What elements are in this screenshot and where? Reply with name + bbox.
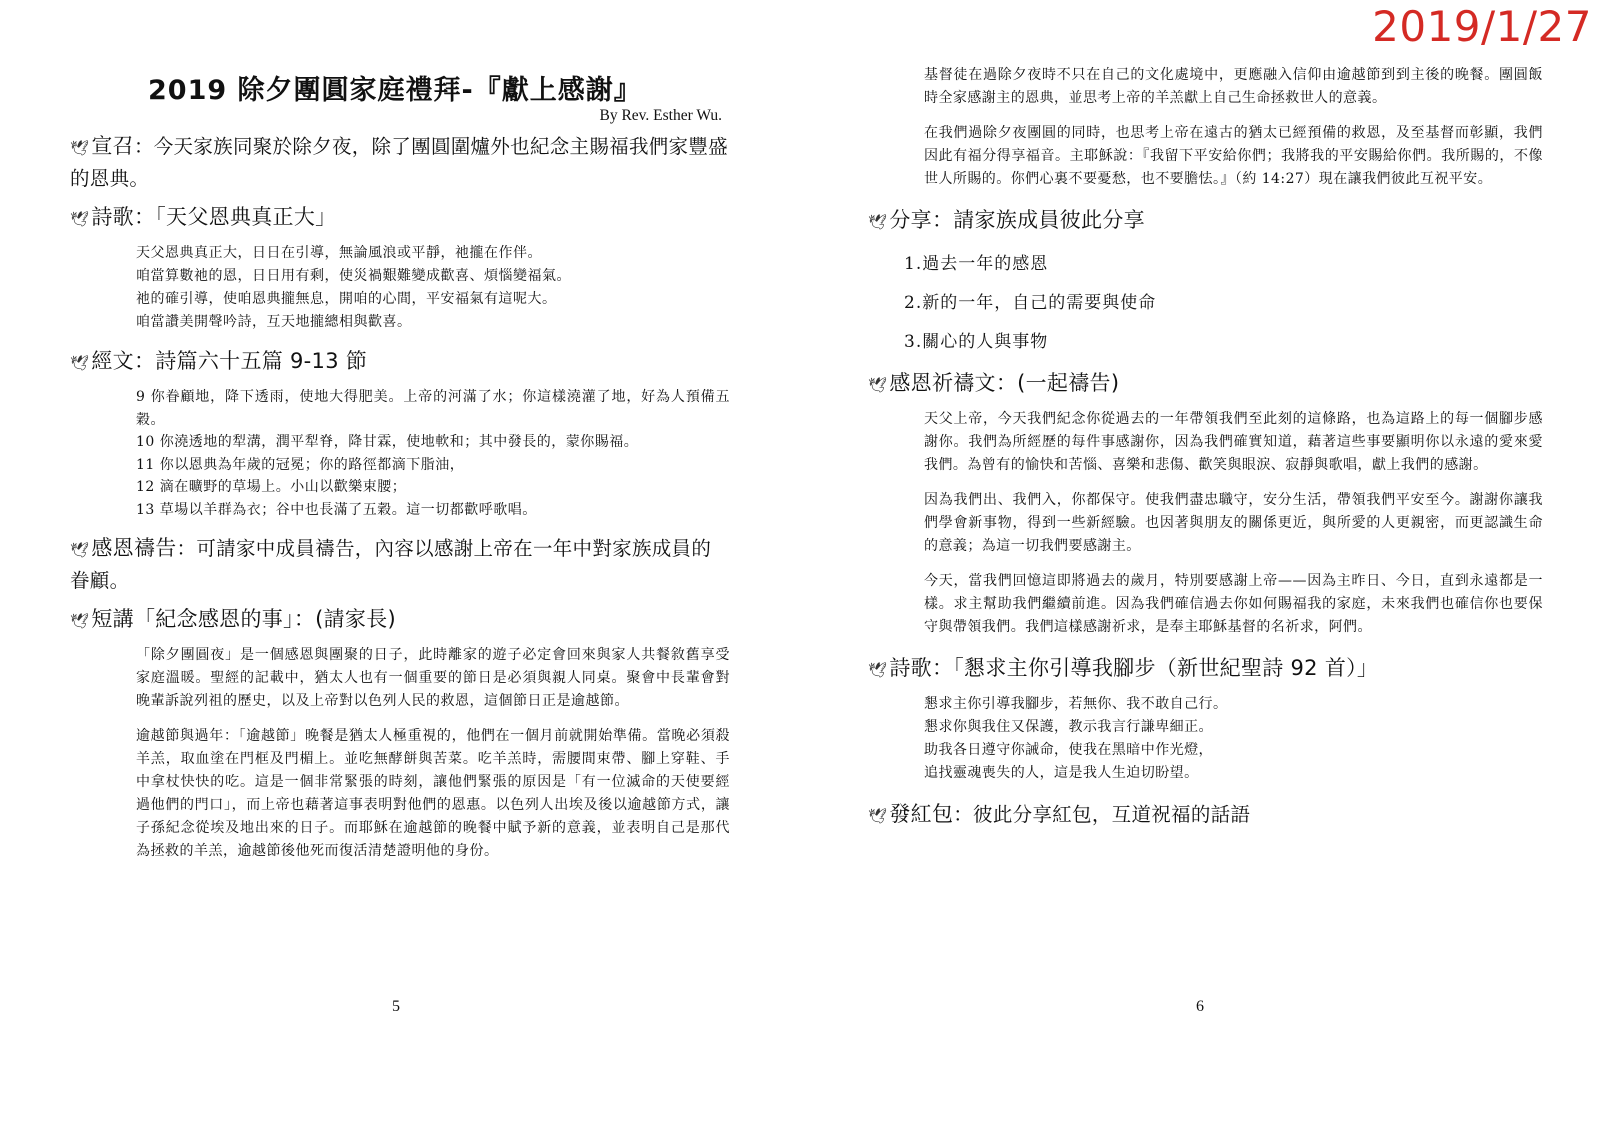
- sermon-body: [136, 644, 730, 863]
- thanks-prayer-heading-text: 感恩祈禱文：(一起禱告): [889, 371, 1120, 395]
- lyric-line: 天父恩典真正大，日日在引導，無論風浪或平靜，祂攏在作伴。: [136, 245, 542, 261]
- dove-icon: 🕊: [70, 139, 90, 157]
- list-item: 1.過去一年的感恩: [904, 254, 1049, 274]
- sermon-heading-text: 短講「紀念感恩的事」：(請家長): [91, 607, 397, 631]
- lyric-line: 祂的確引導，使咱恩典攏無息，開咱的心間，平安福氣有這呢大。: [136, 291, 557, 307]
- scripture-verses: [136, 386, 730, 521]
- intro-paragraph: 在我們過除夕夜團圓的同時，也思考上帝在遠古的猶太已經預備的救恩，及至基督而彰顯，我們因此有福分得享福音。主耶穌說：『我留下平安給你們；我將我的平安賜給你們。我所賜的，不像世人所賜的。你們心裏不要憂愁，也不要膽怯。』（約 14:27）現在讓我們彼此互祝平安。: [924, 125, 1543, 187]
- prayer-paragraph: 今天，當我們回憶這即將過去的歲月，特別要感謝上帝——因為主昨日、今日，直到永遠都是一樣。求主幫助我們繼續前進。因為我們確信過去你如何賜福我的家庭，未來我們也確信你也要保守與帶領我們。我們這樣感謝祈求，是奉主耶穌基督的名祈求，阿們。: [924, 573, 1543, 635]
- scripture-heading-text: 經文：詩篇六十五篇 9-13 節: [91, 349, 368, 373]
- lyric-line: 追找靈魂喪失的人，這是我人生迫切盼望。: [924, 765, 1199, 781]
- intro-paragraph: 基督徒在過除夕夜時不只在自己的文化處境中，更應融入信仰由逾越節到到主後的晚餐。團圓飯時全家感謝主的恩典，並思考上帝的羊羔獻上自己生命拯救世人的意義。: [924, 67, 1543, 106]
- verse: 9 你眷顧地，降下透雨，使地大得肥美。上帝的河滿了水；你這樣澆灌了地，好為人預備五穀。: [136, 389, 730, 428]
- dove-icon: 🕊: [868, 807, 888, 825]
- verse: 13 草場以羊群為衣；谷中也長滿了五穀。這一切都歡呼歌唱。: [136, 501, 537, 518]
- list-item: 2.新的一年，自己的需要與使命: [904, 293, 1157, 313]
- verse: 11 你以恩典為年歲的冠冕；你的路徑都滴下脂油，: [136, 456, 465, 473]
- verse: 12 滴在曠野的草場上。小山以歡樂束腰；: [136, 479, 407, 495]
- prayer-label: 感恩禱告: [91, 536, 177, 560]
- lyric-line: 懇求你與我住又保護，教示我言行謙卑細正。: [924, 719, 1213, 735]
- closing-hymn-lyrics: [924, 693, 1543, 785]
- prayer-section: [70, 533, 730, 596]
- red-envelope-text: ：彼此分享紅包，互道祝福的話語: [953, 803, 1251, 826]
- lyric-line: 助我各日遵守你誡命，使我在黑暗中作光燈，: [924, 742, 1213, 758]
- dove-icon: 🕊: [868, 213, 888, 231]
- share-heading: [868, 205, 1543, 237]
- red-envelope-label: 發紅包: [889, 802, 954, 826]
- prayer-text: ：可請家中成員禱告，內容以感謝上帝在一年中對家族成員的眷顧。: [70, 537, 712, 592]
- lyric-line: 咱當算數祂的恩，日日用有剩，使災禍艱難變成歡喜、煩惱變福氣。: [136, 268, 571, 284]
- page-number-right: 6: [1196, 998, 1204, 1015]
- dove-icon: 🕊: [70, 541, 90, 559]
- lyric-line: 咱當讚美開聲吟詩，互天地攏總相與歡喜。: [136, 314, 412, 330]
- left-page: [70, 60, 730, 875]
- hymn-heading-text: 詩歌：「天父恩典真正大」: [91, 205, 337, 229]
- right-page: [868, 64, 1543, 839]
- scripture-heading: [70, 346, 730, 378]
- share-list: [904, 245, 1543, 362]
- dove-icon: 🕊: [70, 354, 90, 372]
- author-byline: By Rev. Esther Wu.: [599, 107, 722, 124]
- prayer-paragraph: 天父上帝，今天我們紀念你從過去的一年帶領我們至此刻的這條路，也為這路上的每一個腳步感謝你。我們為所經歷的每件事感謝你，因為我們確實知道，藉著這些事要顯明你以永遠的愛來愛我們。為曾有的愉快和苦惱、喜樂和悲傷、歡笑與眼淚、寂靜與歌唱，獻上我們的感謝。: [924, 411, 1543, 473]
- page-number-left: 5: [392, 998, 400, 1015]
- share-heading-text: 分享：請家族成員彼此分享: [889, 208, 1145, 232]
- thanks-prayer-heading: [868, 368, 1543, 400]
- list-item: 3.關心的人與事物: [904, 332, 1049, 352]
- call-label: 宣召: [91, 134, 134, 158]
- red-envelope-section: [868, 799, 1543, 831]
- lyric-line: 懇求主你引導我腳步，若無你、我不敢自己行。: [924, 696, 1228, 712]
- dove-icon: 🕊: [70, 612, 90, 630]
- hymn-heading: [70, 202, 730, 234]
- sermon-heading: [70, 604, 730, 636]
- intro-text: [924, 64, 1543, 191]
- sermon-paragraph: 「除夕團圓夜」是一個感恩與團聚的日子，此時離家的遊子必定會回來與家人共餐敘舊享受家庭溫暖。聖經的記載中，猶太人也有一個重要的節日是必須與親人同桌。聚會中長輩會對晚輩訴說列祖的歷史，以及上帝對以色列人民的救恩，這個節日正是逾越節。: [136, 647, 730, 709]
- prayer-paragraph: 因為我們出、我們入，你都保守。使我們盡忠職守，安分生活，帶領我們平安至今。謝謝你讓我們學會新事物，得到一些新經驗。也因著與朋友的關係更近，與所愛的人更親密，而更認識生命的意義；為這一切我們要感謝主。: [924, 492, 1543, 554]
- hymn-lyrics: [136, 242, 730, 334]
- dove-icon: 🕊: [868, 661, 888, 679]
- closing-hymn-heading: [868, 653, 1543, 685]
- call-to-worship-section: [70, 131, 730, 194]
- date-stamp: 2019/1/27: [1372, 2, 1592, 51]
- worship-title: 2019 除夕團圓家庭禮拜-『獻上感謝』: [148, 75, 642, 106]
- verse: 10 你澆透地的犁溝，潤平犁脊，降甘霖，使地軟和；其中發長的，蒙你賜福。: [136, 434, 639, 450]
- closing-hymn-heading-text: 詩歌：「懇求主你引導我腳步（新世紀聖詩 92 首）」: [889, 656, 1379, 680]
- dove-icon: 🕊: [70, 210, 90, 228]
- call-text: ：今天家族同聚於除夕夜，除了團圓圍爐外也紀念主賜福我們家豐盛的恩典。: [70, 135, 728, 190]
- dove-icon: 🕊: [868, 376, 888, 394]
- thanks-prayer-body: [924, 408, 1543, 639]
- sermon-paragraph: 逾越節與過年：「逾越節」晚餐是猶太人極重視的，他們在一個月前就開始準備。當晚必須殺羊羔，取血塗在門框及門楣上。並吃無酵餅與苦菜。吃羊羔時，需腰間束帶、腳上穿鞋、手中拿杖快快的吃。這是一個非常緊張的時刻，讓他們緊張的原因是「有一位滅命的天使要經過他們的門口」，而上帝也藉著這事表明對他們的恩惠。以色列人出埃及後以逾越節方式，讓子孫紀念從埃及地出來的日子。而耶穌在逾越節的晚餐中賦予新的意義，並表明自己是那代為拯救的羊羔，逾越節後他死而復活清楚證明他的身份。: [136, 728, 730, 859]
